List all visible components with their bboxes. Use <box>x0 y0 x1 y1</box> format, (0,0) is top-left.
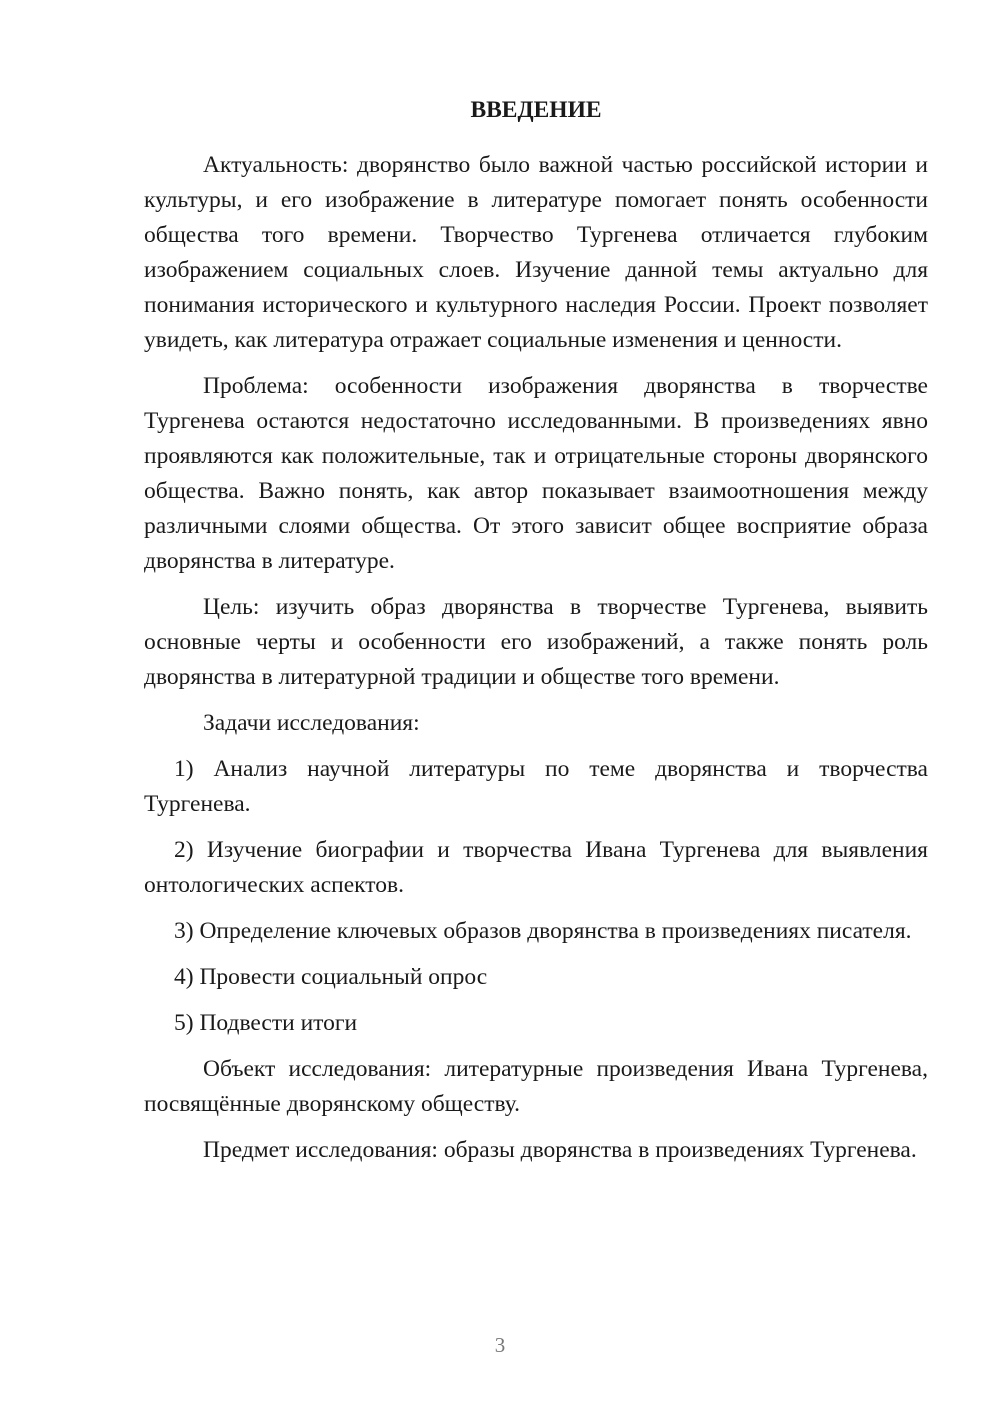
task-item: 2) Изучение биографии и творчества Ивана Тургенева для выявления онтологических аспектов. <box>144 837 928 898</box>
relevance-paragraph: Актуальность: дворянство было важной частью российской истории и культуры, и его изображение в литературе помогает понять особенности общества того времени. Творчество Тургенева отличается глубоким изображением социальных слоев. Изучение данной темы актуально для понимания исторического и культурного наследия России. Проект позволяет увидеть, как литература отражает социальные изменения и ценности. <box>144 152 928 353</box>
page-number: 3 <box>494 1333 506 1357</box>
task-item: 4) Провести социальный опрос <box>174 964 488 990</box>
task-item: 3) Определение ключевых образов дворянства в произведениях писателя. <box>174 918 912 944</box>
subject-paragraph: Предмет исследования: образы дворянства в произведениях Тургенева. <box>203 1137 917 1163</box>
object-paragraph: Объект исследования: литературные произведения Ивана Тургенева, посвящённые дворянскому обществу. <box>144 1056 928 1117</box>
section-heading: ВВЕДЕНИЕ <box>470 97 602 123</box>
task-item: 1) Анализ научной литературы по теме дворянства и творчества Тургенева. <box>144 756 928 817</box>
problem-paragraph: Проблема: особенности изображения дворянства в творчестве Тургенева остаются недостаточно исследованными. В произведениях явно проявляются как положительные, так и отрицательные стороны дворянского общества. Важно понять, как автор показывает взаимоотношения между различными слоями общества. От этого зависит общее восприятие образа дворянства в литературе. <box>144 373 928 574</box>
goal-paragraph: Цель: изучить образ дворянства в творчестве Тургенева, выявить основные черты и особенности его изображений, а также понять роль дворянства в литературной традиции и обществе того времени. <box>144 594 928 690</box>
task-item: 5) Подвести итоги <box>174 1010 358 1036</box>
tasks-title: Задачи исследования: <box>203 710 420 736</box>
document-page <box>144 92 928 1179</box>
